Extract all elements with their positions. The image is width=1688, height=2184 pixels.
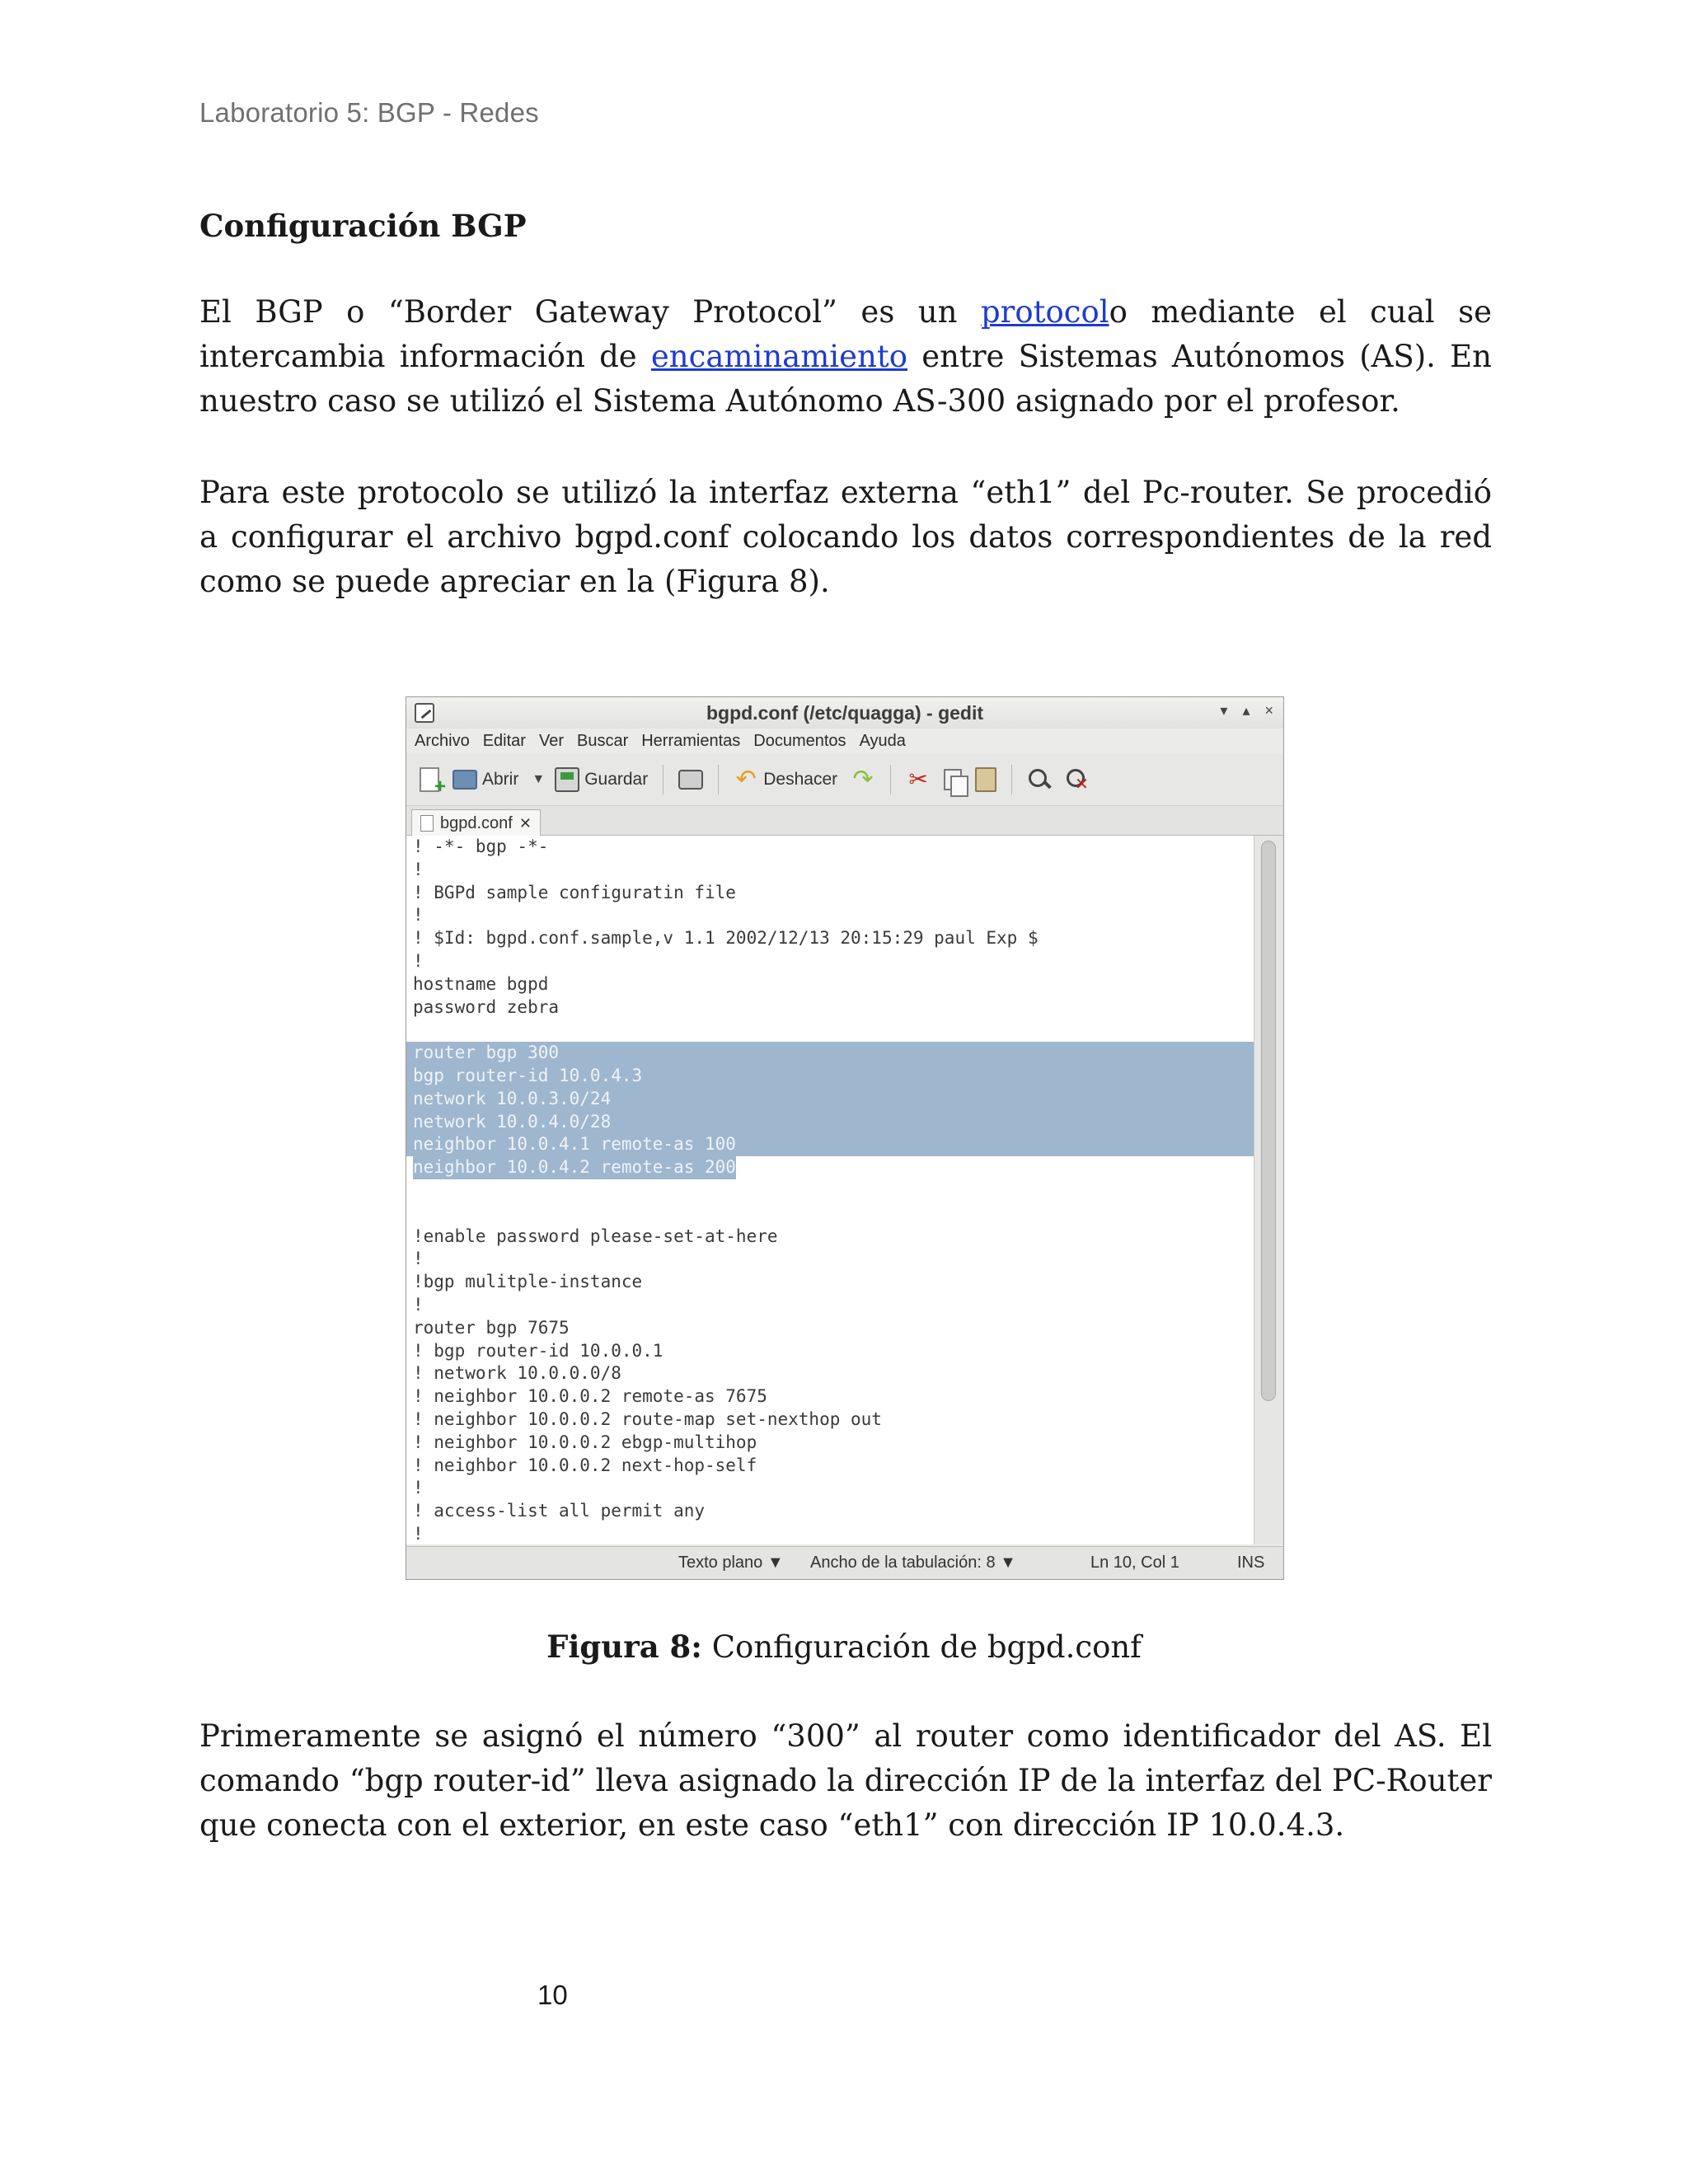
figure-label: Figura 8: xyxy=(546,1629,702,1665)
maximize-icon[interactable]: ▴ xyxy=(1242,702,1250,719)
gedit-statusbar xyxy=(406,1546,1283,1579)
code-line[interactable] xyxy=(406,1294,1255,1317)
window-controls xyxy=(1220,702,1273,719)
find-button[interactable] xyxy=(1024,767,1055,792)
gedit-toolbar xyxy=(406,753,1283,806)
folder-open-icon xyxy=(452,770,477,790)
code-line-text: ! neighbor 10.0.0.2 next-hop-self xyxy=(413,1455,757,1475)
tab-width-label: Ancho de la tabulación: 8 xyxy=(810,1554,996,1572)
vertical-scrollbar[interactable] xyxy=(1254,836,1283,1544)
tab-close-icon[interactable]: ✕ xyxy=(518,814,532,832)
page-number: 10 xyxy=(537,1980,568,2010)
code-line[interactable] xyxy=(406,882,1255,905)
code-line[interactable] xyxy=(406,1133,1255,1156)
code-line-text: ! bgp router-id 10.0.0.1 xyxy=(413,1340,663,1361)
menu-ver[interactable]: Ver xyxy=(538,731,564,750)
code-line-text: network 10.0.3.0/24 xyxy=(413,1088,612,1108)
new-button[interactable] xyxy=(416,767,443,792)
save-label: Guardar xyxy=(584,769,649,789)
code-line[interactable] xyxy=(406,1042,1255,1065)
chevron-down-icon[interactable]: ▼ xyxy=(532,771,546,786)
code-editor[interactable] xyxy=(406,836,1255,1544)
code-line-text: ! network 10.0.0.0/8 xyxy=(413,1363,621,1384)
code-line[interactable] xyxy=(406,1340,1255,1363)
link-encaminamiento[interactable]: encaminamiento xyxy=(650,339,908,374)
toolbar-separator xyxy=(718,765,719,794)
toolbar-separator xyxy=(1011,765,1012,794)
code-line[interactable] xyxy=(406,1179,1255,1202)
menu-buscar[interactable]: Buscar xyxy=(576,731,629,750)
paste-button[interactable] xyxy=(972,767,1000,792)
gedit-tabbar xyxy=(406,806,1283,836)
undo-button[interactable] xyxy=(730,767,841,792)
code-line-text: ! xyxy=(413,905,424,926)
code-line-text: password zebra xyxy=(413,996,560,1017)
code-line-text: ! access-list all permit any xyxy=(413,1501,706,1521)
figure-text: Configuración de bgpd.conf xyxy=(701,1629,1142,1665)
code-line-text: ! -*- bgp -*- xyxy=(413,837,549,856)
gedit-window-title: bgpd.conf (/etc/quagga) - gedit xyxy=(706,702,984,724)
language-selector[interactable] xyxy=(678,1554,784,1572)
code-line[interactable] xyxy=(406,950,1255,973)
code-line-text: ! $Id: bgpd.conf.sample,v 1.1 2002/12/13 20:15:29 paul Exp $ xyxy=(413,928,1039,949)
print-button[interactable] xyxy=(675,770,706,790)
tab-width-selector[interactable] xyxy=(810,1554,1016,1572)
page-header: Laboratorio 5: BGP - Redes xyxy=(199,97,539,128)
copy-icon xyxy=(944,769,962,790)
code-line[interactable] xyxy=(406,1226,1255,1249)
code-line-text: !bgp mulitple-instance xyxy=(413,1272,643,1292)
code-line[interactable] xyxy=(406,1432,1255,1455)
scissors-icon: ✂ xyxy=(908,766,928,792)
paragraph-text: o mediante el cual se intercambia información de xyxy=(199,294,1492,374)
cut-button[interactable] xyxy=(903,767,934,792)
code-line-text: ! xyxy=(413,1294,424,1315)
code-line[interactable] xyxy=(406,996,1255,1019)
gedit-menubar xyxy=(406,729,1283,753)
menu-herramientas[interactable]: Herramientas xyxy=(641,731,741,750)
new-document-icon xyxy=(420,767,439,792)
paragraph-interface: Para este protocolo se utilizó la interfaz externa “eth1” del Pc-router. Se procedió a configurar el archivo bgpd.conf colocando los datos correspondientes de la red como se puede apreciar en la (Figura 8). xyxy=(199,475,1492,599)
code-line[interactable] xyxy=(406,1317,1255,1340)
code-line[interactable] xyxy=(406,927,1255,950)
undo-label: Deshacer xyxy=(763,769,838,789)
toolbar-separator xyxy=(890,765,891,794)
tab-label: bgpd.conf xyxy=(440,813,513,832)
code-line-text: !enable password please-set-at-here xyxy=(413,1226,778,1246)
code-line[interactable] xyxy=(406,859,1255,882)
search-icon xyxy=(1027,767,1052,792)
code-line-text: ! xyxy=(413,1478,424,1498)
code-line[interactable] xyxy=(406,1111,1255,1134)
paragraph-router-id: Primeramente se asignó el número “300” al router como identificador del AS. El comando “bgp router-id” lleva asignado la dirección IP de la interfaz del PC-Router que conecta con el exterior, en este caso “eth1” con dirección IP 10.0.4.3. xyxy=(199,1718,1492,1843)
code-line-text: ! xyxy=(413,1523,424,1544)
code-line[interactable] xyxy=(406,1065,1255,1088)
code-line[interactable] xyxy=(406,1271,1255,1294)
gedit-titlebar xyxy=(406,697,1283,729)
code-line-text: neighbor 10.0.4.1 remote-as 100 xyxy=(413,1134,736,1155)
code-line[interactable] xyxy=(406,1408,1255,1432)
tab-bgpd-conf[interactable] xyxy=(411,809,541,837)
save-icon xyxy=(555,767,579,792)
open-button[interactable] xyxy=(449,770,522,790)
code-line[interactable] xyxy=(406,1500,1255,1523)
document-icon xyxy=(420,815,434,832)
close-icon[interactable]: × xyxy=(1264,702,1273,719)
copy-button[interactable] xyxy=(940,769,965,790)
section-title: Configuración BGP xyxy=(199,208,527,244)
replace-button[interactable] xyxy=(1062,767,1093,792)
print-icon xyxy=(678,770,703,790)
open-label: Abrir xyxy=(482,769,519,789)
redo-button[interactable] xyxy=(847,767,879,792)
code-line[interactable] xyxy=(406,1088,1255,1111)
code-line-text: router bgp 7675 xyxy=(413,1317,570,1338)
save-button[interactable] xyxy=(551,767,651,792)
search-replace-icon xyxy=(1065,767,1090,792)
code-line[interactable] xyxy=(406,904,1255,927)
code-line-text: ! xyxy=(413,1249,424,1269)
code-line[interactable] xyxy=(406,1248,1255,1271)
code-line[interactable] xyxy=(406,1019,1255,1042)
chevron-down-icon: ▼ xyxy=(767,1554,784,1572)
insert-mode: INS xyxy=(1237,1554,1265,1572)
paragraph-text: El BGP o “Border Gateway Protocol” es un xyxy=(199,294,981,330)
code-line[interactable] xyxy=(406,1477,1255,1500)
minimize-icon[interactable]: ▾ xyxy=(1220,702,1228,719)
code-line-text: ! BGPd sample configuratin file xyxy=(413,882,736,902)
code-line[interactable] xyxy=(406,973,1255,996)
code-line[interactable] xyxy=(406,1156,1255,1179)
paste-icon xyxy=(975,767,996,792)
code-line[interactable] xyxy=(406,1202,1255,1226)
code-line[interactable] xyxy=(406,1455,1255,1478)
chevron-down-icon: ▼ xyxy=(1000,1554,1016,1572)
redo-icon: ↷ xyxy=(852,765,874,793)
code-line-text: ! neighbor 10.0.0.2 route-map set-nexthop out xyxy=(413,1408,882,1429)
code-line-text: router bgp 300 xyxy=(413,1043,560,1063)
paragraph-text: entre Sistemas Autónomos (AS). En nuestro caso se utilizó el Sistema Autónomo AS-300 asignado por el profesor. xyxy=(199,339,1492,419)
code-line[interactable] xyxy=(406,836,1255,859)
menu-editar[interactable]: Editar xyxy=(482,731,526,750)
code-line[interactable] xyxy=(406,1385,1255,1408)
code-line-text: ! xyxy=(413,859,424,879)
code-line[interactable] xyxy=(406,1362,1255,1385)
code-line-text: ! neighbor 10.0.0.2 ebgp-multihop xyxy=(413,1432,757,1452)
code-line-text: hostname bgpd xyxy=(413,973,549,994)
code-line-text: network 10.0.4.0/28 xyxy=(413,1111,612,1132)
code-line-text: ! xyxy=(413,950,424,971)
paragraph-bgp-intro xyxy=(199,290,1492,424)
code-line[interactable] xyxy=(406,1523,1255,1544)
cursor-position: Ln 10, Col 1 xyxy=(1090,1554,1179,1572)
code-line-text: ! neighbor 10.0.0.2 remote-as 7675 xyxy=(413,1386,767,1407)
code-line-text: bgp router-id 10.0.4.3 xyxy=(413,1065,643,1085)
figure-caption xyxy=(0,1629,1688,1665)
gedit-screenshot xyxy=(406,696,1284,1580)
menu-documentos[interactable]: Documentos xyxy=(753,731,846,750)
menu-archivo[interactable]: Archivo xyxy=(415,731,470,750)
language-label: Texto plano xyxy=(678,1554,763,1572)
link-protocolo[interactable]: protocol xyxy=(980,294,1109,330)
scrollbar-thumb[interactable] xyxy=(1261,841,1276,1401)
menu-ayuda[interactable]: Ayuda xyxy=(859,731,906,750)
undo-icon: ↶ xyxy=(735,765,757,793)
code-line-text: neighbor 10.0.4.2 remote-as 200 xyxy=(413,1156,736,1179)
